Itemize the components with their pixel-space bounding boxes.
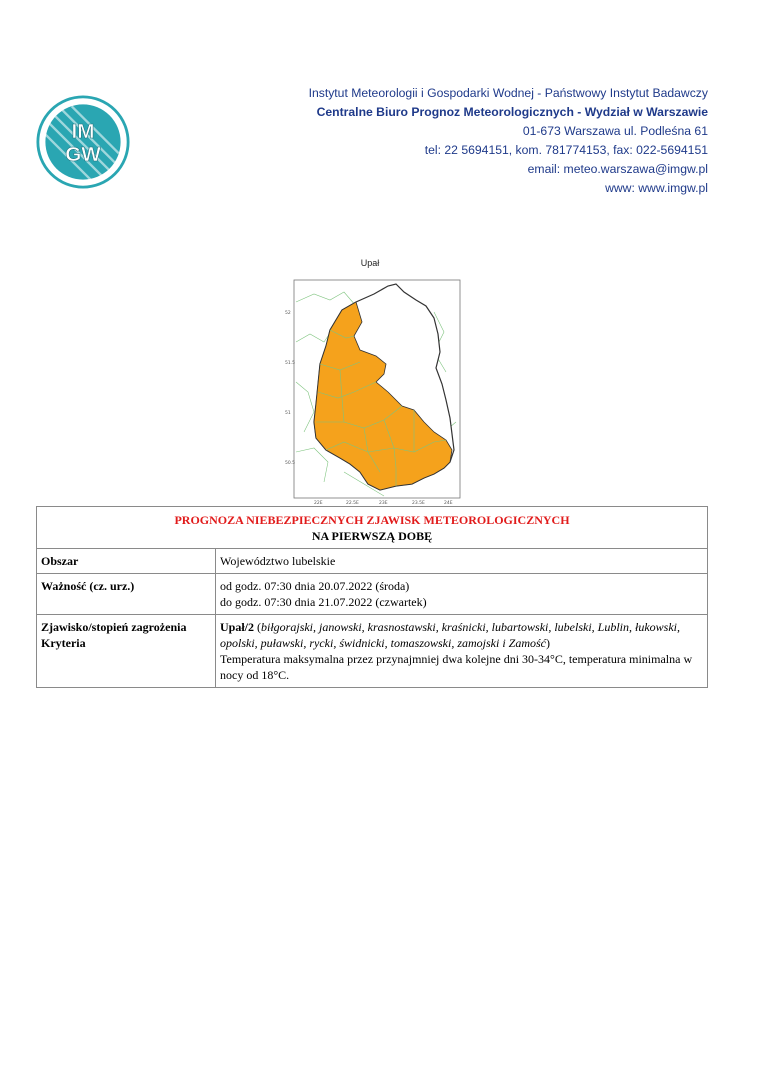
phenomenon-label: Zjawisko/stopień zagrożenia — [41, 620, 187, 634]
lon-tick: 23.5E — [412, 501, 425, 506]
criteria-label: Kryteria — [41, 636, 86, 650]
lat-tick: 51 — [285, 411, 291, 416]
header-institute-name: Instytut Meteorologii i Gospodarki Wodnej - Państwowy Instytut Badawczy — [308, 86, 708, 100]
header-phone: tel: 22 5694151, kom. 781774153, fax: 022-5694151 — [424, 143, 708, 157]
phenomenon-name: Upał/2 — [220, 620, 255, 634]
header-address: 01-673 Warszawa ul. Podleśna 61 — [522, 124, 708, 138]
paren-open: ( — [254, 620, 262, 634]
area-label: Obszar — [37, 549, 216, 574]
phenomenon-line — [220, 619, 703, 651]
paren-close: ) — [546, 636, 550, 650]
validity-label: Ważność (cz. urz.) — [37, 574, 216, 615]
table-title — [37, 507, 708, 549]
phenomenon-value — [216, 615, 708, 688]
svg-text:IM: IM — [71, 120, 95, 144]
counties-list: biłgorajski, janowski, krasnostawski, kraśnicki, lubartowski, lubelski, Lublin, łukowski, opolski, puławski, rycki, świdnicki, tomaszowski, zamojski i Zamość — [220, 620, 681, 650]
imgw-logo — [36, 95, 130, 189]
phenomenon-label-cell — [37, 615, 216, 688]
lon-tick: 23E — [379, 501, 388, 506]
lat-tick: 52 — [285, 311, 291, 316]
table-title-line2: NA PIERWSZĄ DOBĘ — [311, 529, 433, 543]
lon-tick: 22E — [314, 501, 323, 506]
institute-header — [309, 84, 708, 198]
lat-tick: 51.5 — [285, 361, 296, 366]
lon-tick: 24E — [444, 501, 453, 506]
validity-value — [216, 574, 708, 615]
header-website: www: www.imgw.pl — [605, 181, 708, 195]
header-email: email: meteo.warszawa@imgw.pl — [527, 162, 708, 176]
lon-tick: 22.5E — [346, 501, 359, 506]
warning-map — [284, 272, 464, 508]
validity-from: od godz. 07:30 dnia 20.07.2022 (środa) — [220, 579, 410, 593]
lat-tick: 50.5 — [285, 461, 296, 466]
criteria-text: Temperatura maksymalna przez przynajmniej dwa kolejne dni 30-34°C, temperatura minimalna w nocy od 18°C. — [220, 652, 693, 682]
area-value: Województwo lubelskie — [216, 549, 708, 574]
map-title: Upał — [360, 258, 380, 268]
table-title-line1: PROGNOZA NIEBEZPIECZNYCH ZJAWISK METEOROLOGICZNYCH — [174, 513, 570, 527]
svg-text:GW: GW — [65, 142, 101, 166]
validity-to: do godz. 07:30 dnia 21.07.2022 (czwartek) — [220, 595, 427, 609]
header-office-name: Centralne Biuro Prognoz Meteorologicznych - Wydział w Warszawie — [316, 105, 708, 119]
warning-table — [36, 506, 708, 688]
